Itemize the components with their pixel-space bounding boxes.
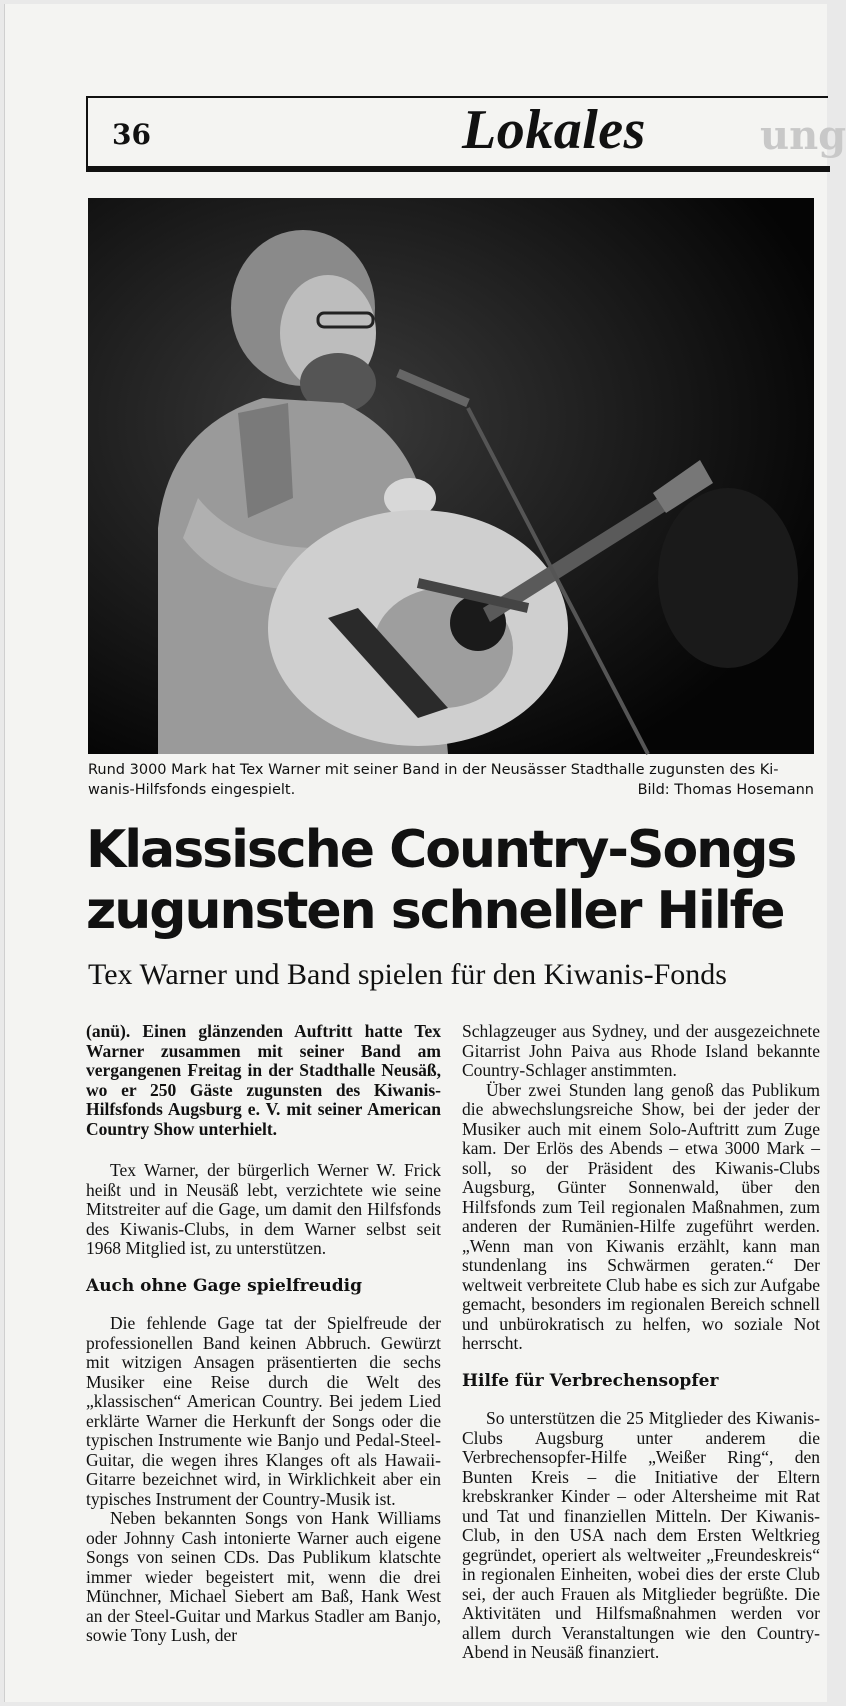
photo-credit: Bild: Thomas Hosemann (637, 782, 814, 798)
article-column-right (462, 1022, 820, 1663)
article-paragraph: Schlagzeuger aus Sydney, und der ausgezeichnete Gitarrist John Paiva aus Rhode Island bekannte Country-Schlager anstimmten. (462, 1021, 820, 1080)
article-paragraph: Tex Warner, der bürgerlich Werner W. Frick heißt und in Neusäß lebt, verzichtete wie seine Mitstreiter auf die Gage, um damit den Hilfsfonds des Kiwanis-Clubs, in dem Warner selbst seit 1968 Mitglied ist, zu unterstützen. (86, 1160, 441, 1258)
bleed-through-text: ung (760, 112, 846, 159)
article-column-left (86, 1022, 441, 1646)
header-rule (86, 166, 830, 172)
photo-caption (88, 760, 814, 800)
page-header (86, 96, 828, 170)
section-title: Lokales (462, 99, 646, 161)
article-paragraph: Über zwei Stunden lang genoß das Publikum die abwechslungsreiche Show, bei der jeder der Musiker auch mit einem Solo-Auftritt zum Zuge kam. Der Erlös des Abends – etwa 3000 Mark – soll, so der Präsident des Kiwanis-Clubs Augsburg, Günter Sonnenwald, über den Hilfsfonds zum Teil regionalen Maßnahmen, zum anderen der Rumänien-Hilfe zugeführt werden. „Wenn man von Kiwanis erzählt, kann man stundenlang ins Schwärmen geraten.“ Der weltweit verbreitete Club habe es sich zur Aufgabe gemacht, besonders im regionalen Bereich schnell und unbürokratisch zu helfen, wo soziale Not herrscht. (462, 1079, 820, 1353)
article-paragraph: Neben bekannten Songs von Hank Williams oder Johnny Cash intonierte Warner auch eigene Songs von seinen CDs. Das Publikum klatschte immer wieder begeistert mit, wenn die drei Münchner, Michael Siebert am Baß, Hank West an der Steel-Guitar und Markus Stadler am Banjo, sowie Tony Lush, der (86, 1508, 441, 1645)
article-subhead: Auch ohne Gage spielfreudig (86, 1275, 362, 1296)
caption-text: Rund 3000 Mark hat Tex Warner mit seiner Band in der Neusässer Stadthalle zugunsten des Ki-wanis-Hilfsfonds eingespielt. (88, 762, 779, 798)
article-subheadline: Tex Warner und Band spielen für den Kiwanis-Fonds (88, 958, 727, 991)
article-paragraph: Die fehlende Gage tat der Spielfreude der professionellen Band keinen Abbruch. Gewürzt mit witzigen Ansagen präsentierten die sechs Musiker eine Reise durch die Welt des „klassischen“ American Country. Bei jedem Lied erklärte Warner die Herkunft der Songs oder die typischen Instrumente wie Banjo und Pedal-Steel-Guitar, die wegen ihres Klanges oft als Hawaii-Gitarre bezeichnet wird, in Wirklichkeit aber ein typisches Instrument der Country-Musik ist. (86, 1313, 441, 1509)
article-headline: Klassische Country-Songs zugunsten schneller Hilfe (86, 820, 796, 941)
article-photo (88, 198, 814, 754)
photo-musician-with-guitar-icon (88, 198, 814, 754)
article-lead: (anü). Einen glänzenden Auftritt hatte Tex Warner zusammen mit seiner Band am vergangenen Freitag in der Stadthalle Neusäß, wo er 250 Gäste zugunsten des Kiwanis-Hilfsfonds Augsburg e. V. mit seiner American Country Show unterhielt. (86, 1021, 441, 1139)
page-number: 36 (112, 118, 151, 151)
article-paragraph: So unterstützen die 25 Mitglieder des Kiwanis-Clubs Augsburg unter anderem die Verbrechensopfer-Hilfe „Weißer Ring“, den Bunten Kreis – die Initiative der Eltern krebskranker Kinder – oder Altersheime mit Rat und Tat und finanziellen Mitteln. Der Kiwanis-Club, in den USA nach dem Ersten Weltkrieg gegründet, operiert als weltweiter „Freundeskreis“ in regionalen Einheiten, wobei dies der erste Club sei, der auch Frauen als Mitglieder begrüßte. Die Aktivitäten und Hilfsmaßnahmen werden vor allem durch Veranstaltungen wie den Country-Abend in Neusäß finanziert. (462, 1408, 820, 1662)
article-subhead: Hilfe für Verbrechensopfer (462, 1370, 719, 1391)
